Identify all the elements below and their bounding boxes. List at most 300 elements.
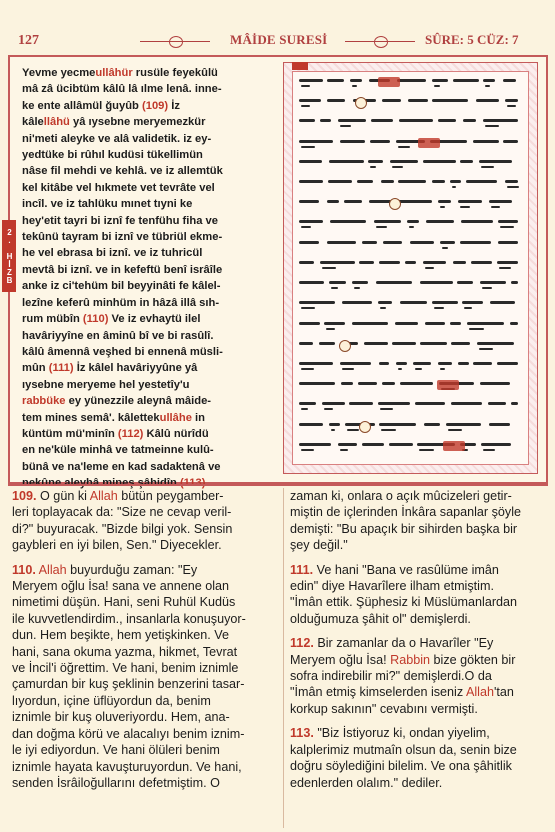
- arabic-word: [327, 241, 355, 244]
- verse-number: 113.: [290, 726, 314, 741]
- arabic-diacritic: [340, 449, 348, 451]
- arabic-word: [483, 119, 517, 122]
- ayah-end-icon: [389, 198, 401, 210]
- arabic-word: [362, 241, 377, 244]
- arabic-word: [463, 119, 477, 122]
- arabic-word: [327, 79, 344, 82]
- arabic-word: [352, 281, 368, 284]
- arabic-word: [376, 281, 413, 284]
- arabic-word: [390, 160, 418, 163]
- arabic-diacritic: [392, 166, 403, 168]
- divine-name-mark: [437, 380, 459, 390]
- arabic-diacritic: [301, 449, 314, 451]
- transliteration-line: hey'etit tayri bi iznî fe tenfühu fiha ve: [22, 214, 218, 227]
- arabic-word: [480, 382, 511, 385]
- column-divider: [283, 488, 284, 828]
- arabic-word: [461, 220, 493, 223]
- arabic-word: [395, 322, 417, 325]
- arabic-word: [498, 241, 518, 244]
- arabic-word: [426, 220, 454, 223]
- arabic-diacritic: [452, 186, 456, 188]
- translation-left-line: hani, sana okuma yazma, hikmet, Tevrat: [12, 644, 238, 659]
- arabic-diacritic: [376, 226, 387, 228]
- arabic-diacritic: [479, 348, 494, 350]
- arabic-word: [327, 200, 339, 203]
- arabic-word: [479, 160, 512, 163]
- arabic-line: [299, 217, 522, 231]
- arabic-word: [425, 322, 445, 325]
- transliteration-line: mûn (111) İz kâlel havâriyyûne yâ: [22, 362, 198, 375]
- arabic-diacritic: [352, 85, 357, 87]
- translation-left-line: leri toplayacak da: "Size ne cevap veril-: [12, 505, 232, 520]
- arabic-word: [329, 281, 345, 284]
- arabic-diacritic: [409, 226, 414, 228]
- arabic-line: [299, 157, 522, 171]
- arabic-word: [320, 119, 331, 122]
- arabic-word: [340, 140, 366, 143]
- paragraph-gap: [12, 554, 278, 562]
- arabic-diacritic: [500, 226, 514, 228]
- arabic-word: [374, 220, 402, 223]
- arabic-word: [450, 322, 461, 325]
- arabic-word: [299, 281, 324, 284]
- divine-name-mark: [418, 138, 440, 148]
- arabic-diacritic: [440, 368, 446, 370]
- ayah-end-icon: [355, 97, 367, 109]
- arabic-word: [505, 99, 518, 102]
- divine-name: ullâhür: [95, 67, 133, 79]
- translation-right-line: edenlerden olalım." dediler.: [290, 775, 443, 790]
- translation-left-line: dan doğma körü ve alacalıyı benim iznim-: [12, 726, 245, 741]
- arabic-word: [358, 382, 377, 385]
- divine-name-mark: [443, 441, 465, 451]
- arabic-word: [382, 382, 395, 385]
- translation-left-column: [12, 488, 278, 791]
- divine-name-mark: [378, 77, 400, 87]
- translation-right-line: kalplerimiz mutmaîn olsun da, senin bize: [290, 742, 517, 757]
- arabic-word: [511, 281, 518, 284]
- arabic-word: [342, 301, 372, 304]
- verse-number: 112.: [290, 636, 314, 651]
- arabic-word: [453, 79, 479, 82]
- verse-number: 109.: [12, 489, 37, 503]
- arabic-diacritic: [301, 85, 310, 87]
- arabic-diacritic: [301, 307, 315, 309]
- arabic-word: [480, 281, 506, 284]
- verse-number: (109): [142, 99, 169, 112]
- transliteration-line: nâse fil mehdi ve kehlâ. ve iz allemtük: [22, 165, 223, 178]
- arabic-word: [359, 261, 374, 264]
- translation-left-line: senden İsrâiloğullarını defetmiştim. O: [12, 775, 220, 790]
- arabic-line: [299, 399, 522, 413]
- transliteration-line: anke iz ci'tehüm bil beyyinâti fe kâlel-: [22, 280, 221, 293]
- ayah-end-icon: [359, 421, 371, 433]
- arabic-word: [371, 119, 393, 122]
- arabic-word: [438, 362, 452, 365]
- arabic-word: [466, 180, 497, 183]
- arabic-diacritic: [448, 429, 462, 431]
- arabic-word: [503, 79, 516, 82]
- arabic-word: [511, 402, 518, 405]
- arabic-diacritic: [460, 206, 470, 208]
- arabic-word: [329, 160, 364, 163]
- arabic-script-area: [292, 71, 529, 465]
- translation-right-line: 113. "Biz İstiyoruz ki, ondan yiyelim,: [290, 726, 490, 741]
- arabic-word: [497, 261, 518, 264]
- arabic-diacritic: [380, 307, 385, 309]
- arabic-word: [320, 261, 355, 264]
- arabic-diacritic: [381, 429, 396, 431]
- arabic-word: [424, 423, 440, 426]
- transliteration-line: mâ zâ ücibtüm kâlû lâ ılme lenâ. inne-: [22, 83, 222, 96]
- arabic-word: [299, 423, 323, 426]
- translation-right-line: demişti: "Bu apaçık bir sihirden başka bir: [290, 521, 518, 536]
- arabic-word: [389, 443, 414, 446]
- translation-left-line: 109. O gün ki Allah bütün peygamber-: [12, 489, 224, 503]
- arabic-word: [407, 220, 419, 223]
- transliteration-text: [22, 65, 272, 492]
- arabic-word: [398, 180, 425, 183]
- arabic-word: [299, 160, 322, 163]
- transliteration-line: ıysebne meryeme hel yestetîy'u: [22, 378, 190, 391]
- page-header: [0, 0, 555, 62]
- arabic-diacritic: [301, 105, 310, 107]
- paragraph-gap: [290, 627, 546, 635]
- arabic-word: [490, 301, 515, 304]
- arabic-line: [299, 319, 522, 333]
- arabic-word: [460, 160, 472, 163]
- arabic-word: [410, 241, 434, 244]
- arabic-diacritic: [434, 307, 444, 309]
- arabic-line: [299, 278, 522, 292]
- transliteration-line: kel kitâbe vel hıkmete vet tevrâte vel: [22, 181, 215, 194]
- arabic-line: [299, 177, 522, 191]
- transliteration-line: kâlû âmennâ veşhed bi ennenâ müsli-: [22, 345, 223, 358]
- arabic-word: [324, 322, 345, 325]
- arabic-word: [378, 402, 410, 405]
- header-ornament-right-icon: [345, 40, 415, 44]
- arabic-diacritic: [326, 328, 334, 330]
- sure-cuz-label: SÛRE: 5 CÜZ: 7: [425, 32, 519, 47]
- arabic-word: [432, 99, 468, 102]
- arabic-word: [370, 140, 390, 143]
- arabic-word: [319, 342, 336, 345]
- arabic-word: [473, 140, 499, 143]
- arabic-line: [299, 339, 522, 353]
- arabic-word: [483, 79, 494, 82]
- arabic-word: [415, 402, 445, 405]
- ayah-end-icon: [339, 340, 351, 352]
- arabic-diacritic: [442, 247, 448, 249]
- hizb-tab: 2. HİZB: [2, 220, 16, 292]
- arabic-word: [458, 200, 482, 203]
- transliteration-line: rabbüke ey yünezzile aleynâ mâide-: [22, 395, 212, 408]
- verse-number: 111.: [290, 562, 314, 577]
- transliteration-line: he vel ebrasa bi iznî. ve iz tuhricül: [22, 247, 203, 260]
- arabic-line: [299, 420, 522, 434]
- arabic-diacritic: [419, 449, 434, 451]
- arabic-diacritic: [347, 429, 359, 431]
- arabic-word: [505, 180, 518, 183]
- arabic-line: [299, 258, 522, 272]
- arabic-line: [299, 359, 522, 373]
- transliteration-line: en ne'küle minhâ ve tatmeinne kulû-: [22, 444, 214, 457]
- arabic-line: [299, 137, 522, 151]
- arabic-word: [381, 180, 395, 183]
- arabic-word: [392, 342, 416, 345]
- arabic-word: [344, 200, 363, 203]
- translation-left-line: Meryem oğlu İsa! sana ve annene olan: [12, 579, 230, 594]
- arabic-word: [357, 180, 373, 183]
- arabic-diacritic: [322, 267, 336, 269]
- arabic-word: [299, 301, 335, 304]
- verse-number: (110): [82, 313, 109, 326]
- transliteration-line: havâriyyîne en âminû bî ve bi rasûlî.: [22, 329, 214, 342]
- arabic-word: [299, 322, 320, 325]
- arabic-word: [322, 402, 345, 405]
- transliteration-line: Yevme yecmeullâhür rusüle feyekûlü: [22, 67, 218, 79]
- arabic-word: [438, 200, 451, 203]
- arabic-word: [489, 423, 511, 426]
- arabic-diacritic: [370, 166, 376, 168]
- arabic-word: [450, 180, 460, 183]
- arabic-diacritic: [469, 328, 484, 330]
- arabic-word: [498, 220, 518, 223]
- arabic-diacritic: [485, 85, 490, 87]
- arabic-word: [299, 382, 335, 385]
- arabic-word: [362, 443, 385, 446]
- translation-right-line: korkup sakının" cevabını vermişti.: [290, 701, 478, 716]
- arabic-word: [400, 382, 433, 385]
- arabic-word: [299, 220, 323, 223]
- page-number: 127: [18, 33, 39, 48]
- arabic-word: [462, 301, 483, 304]
- transliteration-line: lezîne keferû minhüm in hâzâ illâ sıh-: [22, 296, 220, 309]
- arabic-line: [299, 379, 522, 393]
- arabic-word: [338, 119, 366, 122]
- arabic-word: [488, 402, 506, 405]
- verse-number: (111): [48, 362, 74, 375]
- arabic-word: [327, 99, 345, 102]
- transliteration-line: yedtüke bi rûhıl kudüsi tükellimün: [22, 149, 203, 162]
- arabic-word: [497, 362, 518, 365]
- translation-left-line: gaybleri en iyi bilen, Sen." Diyecekler.: [12, 538, 222, 553]
- arabic-word: [432, 79, 449, 82]
- arabic-word: [510, 322, 518, 325]
- arabic-word: [432, 180, 445, 183]
- arabic-line: [299, 76, 522, 90]
- arabic-word: [451, 342, 470, 345]
- verse-number: (112): [117, 427, 144, 440]
- arabic-diacritic: [398, 368, 403, 370]
- arabic-diacritic: [354, 287, 361, 289]
- arabic-diacritic: [301, 408, 308, 410]
- paragraph-gap: [290, 554, 546, 562]
- secde-marker-icon: [292, 62, 308, 70]
- arabic-line: [299, 96, 522, 110]
- arabic-word: [400, 301, 427, 304]
- arabic-word: [423, 160, 456, 163]
- arabic-diacritic: [324, 408, 333, 410]
- arabic-word: [396, 362, 408, 365]
- arabic-word: [369, 200, 391, 203]
- arabic-diacritic: [301, 368, 314, 370]
- arabic-line: [299, 116, 522, 130]
- arabic-diacritic: [483, 449, 495, 451]
- arabic-word: [446, 423, 481, 426]
- arabic-word: [477, 342, 514, 345]
- arabic-word: [405, 261, 416, 264]
- translation-left-line: iznimle hayata kavuşturuyordun. Ve hani,: [12, 759, 242, 774]
- arabic-word: [299, 119, 315, 122]
- arabic-diacritic: [499, 267, 511, 269]
- arabic-line: [299, 238, 522, 252]
- arabic-word: [438, 119, 455, 122]
- arabic-word: [299, 79, 323, 82]
- arabic-word: [379, 362, 390, 365]
- arabic-word: [299, 180, 323, 183]
- arabic-text-panel: [283, 62, 538, 474]
- arabic-diacritic: [481, 166, 494, 168]
- arabic-diacritic: [398, 146, 410, 148]
- arabic-word: [299, 261, 314, 264]
- arabic-word: [364, 342, 388, 345]
- arabic-word: [420, 342, 447, 345]
- translation-left-line: le iyi ediyordun. Ve hani ölüleri benim: [12, 743, 220, 758]
- transliteration-line: mevtâ bi iznî. ve in kefeftü benî isrâîle: [22, 263, 223, 276]
- arabic-word: [299, 140, 333, 143]
- arabic-word: [329, 423, 339, 426]
- arabic-word: [489, 200, 512, 203]
- translation-right-line: miştin de içlerinden İnkâra sapanlar şöyle: [290, 505, 522, 520]
- paragraph-gap: [290, 717, 546, 725]
- translation-left-line: ile kuvvetlendirdim., insanlarla konuşuyor-: [12, 611, 246, 626]
- translation-left-line: di?" buyuracak. "Bizde bilgi yok. Sensin: [12, 521, 233, 536]
- transliteration-line: küntüm mü'minîn (112) Kâlû nürîdü: [22, 427, 209, 440]
- divine-name: Allah: [465, 685, 494, 700]
- arabic-diacritic: [464, 307, 472, 309]
- translation-left-line: lıyordun, içine üflüyordun da, benim: [12, 693, 211, 708]
- arabic-diacritic: [331, 287, 338, 289]
- transliteration-line: incîl. ve iz tahlüku mınet tıyni ke: [22, 198, 193, 211]
- translation-right-line: "İmân ettik. Şüphesiz ki Müslümanlardan: [290, 595, 518, 610]
- arabic-word: [299, 443, 331, 446]
- transliteration-line: tekûnü tayram bi iznî ve tübriül ekme-: [22, 231, 223, 244]
- divine-name: ullâhe: [159, 411, 192, 424]
- arabic-word: [299, 99, 321, 102]
- arabic-diacritic: [415, 368, 422, 370]
- transliteration-line: tem mines semâ'. kâlettekullâhe in: [22, 411, 205, 424]
- divine-name: Allah: [89, 489, 118, 503]
- translation-left-line: 110. Allah buyurduğu zaman: "Ey: [12, 562, 198, 577]
- arabic-word: [408, 99, 428, 102]
- translation-right-column: [290, 488, 546, 791]
- arabic-word: [349, 402, 373, 405]
- arabic-diacritic: [331, 429, 335, 431]
- arabic-word: [379, 423, 416, 426]
- arabic-word: [299, 241, 319, 244]
- arabic-word: [503, 140, 518, 143]
- translation-left-line: nimetimi düşün. Hani, seni Ruhül Kudüs: [12, 595, 236, 610]
- arabic-word: [330, 220, 366, 223]
- translation-left-line: dun. Hem beşikte, hem yetişkinken. Ve: [12, 628, 230, 643]
- arabic-word: [460, 241, 491, 244]
- arabic-word: [299, 402, 316, 405]
- arabic-word: [382, 99, 401, 102]
- surah-title: MÂİDE SURESİ: [230, 32, 328, 47]
- transliteration-line: ni'meti aleyke ve alâ validetik. iz ey-: [22, 132, 212, 145]
- divine-name: llâhü: [43, 116, 70, 129]
- arabic-diacritic: [342, 368, 354, 370]
- arabic-word: [299, 362, 333, 365]
- arabic-word: [350, 79, 362, 82]
- arabic-word: [299, 200, 319, 203]
- arabic-word: [340, 362, 371, 365]
- arabic-diacritic: [491, 206, 500, 208]
- header-ornament-left-icon: [140, 40, 210, 44]
- translation-right-line: şey değil.": [290, 538, 348, 553]
- arabic-word: [458, 362, 468, 365]
- divine-name: rabbüke: [22, 395, 66, 408]
- arabic-word: [383, 241, 402, 244]
- translation-left-line: çamurdan bir kuş şeklinin benzerini tasar-: [12, 677, 245, 692]
- translation-right-line: doğru söylediğini bilelim. Ve ona şâhitlik: [290, 759, 512, 774]
- arabic-word: [481, 443, 511, 446]
- translation-left-line: iznimle bir kuş oluveriyordu. Hem, ana-: [12, 710, 230, 725]
- arabic-line: [299, 298, 522, 312]
- arabic-diacritic: [485, 125, 499, 127]
- arabic-word: [413, 362, 431, 365]
- arabic-word: [453, 261, 466, 264]
- arabic-word: [467, 322, 504, 325]
- arabic-line: [299, 440, 522, 454]
- arabic-diacritic: [434, 85, 441, 87]
- translation-right-line: "İmân etmiş kimselerden iseniz Allah'tan: [290, 685, 514, 700]
- arabic-word: [451, 402, 482, 405]
- arabic-word: [368, 160, 382, 163]
- arabic-word: [420, 281, 452, 284]
- arabic-diacritic: [507, 186, 519, 188]
- verse-number: 110.: [12, 562, 36, 577]
- arabic-word: [440, 241, 455, 244]
- transliteration-line: bünâ ve na'leme en kad sadaktenâ ve: [22, 460, 221, 473]
- arabic-word: [352, 322, 388, 325]
- arabic-word: [379, 261, 400, 264]
- transliteration-line: rum mübîn (110) Ve iz evhaytü ilel: [22, 313, 201, 326]
- translation-right-line: Meryem oğlu İsa! Rabbin bize gökten bir: [290, 652, 516, 667]
- arabic-diacritic: [301, 146, 315, 148]
- arabic-word: [397, 79, 425, 82]
- transliteration-line: ke ente allâmül ğuyûb (109) İz: [22, 99, 180, 112]
- arabic-line: [299, 197, 522, 211]
- arabic-diacritic: [440, 206, 445, 208]
- arabic-diacritic: [380, 408, 393, 410]
- arabic-diacritic: [482, 287, 493, 289]
- divine-name: Rabbin: [390, 652, 431, 667]
- arabic-diacritic: [340, 125, 351, 127]
- translation-left-line: ve İncil'i öğrettim. Ve hani, benim iznimle: [12, 661, 239, 676]
- section-divider: [8, 484, 548, 486]
- arabic-word: [338, 443, 358, 446]
- arabic-word: [476, 99, 499, 102]
- arabic-diacritic: [301, 226, 311, 228]
- translation-right-line: 112. Bir zamanlar da o Havarîler "Ey: [290, 636, 494, 651]
- translation-right-line: edin" diye Havarîlere ilham etmiştim.: [290, 579, 494, 594]
- translation-right-line: sofra indirebilir mi?" demişlerdi.O da: [290, 669, 492, 684]
- arabic-word: [423, 261, 446, 264]
- arabic-word: [457, 281, 473, 284]
- arabic-word: [341, 382, 353, 385]
